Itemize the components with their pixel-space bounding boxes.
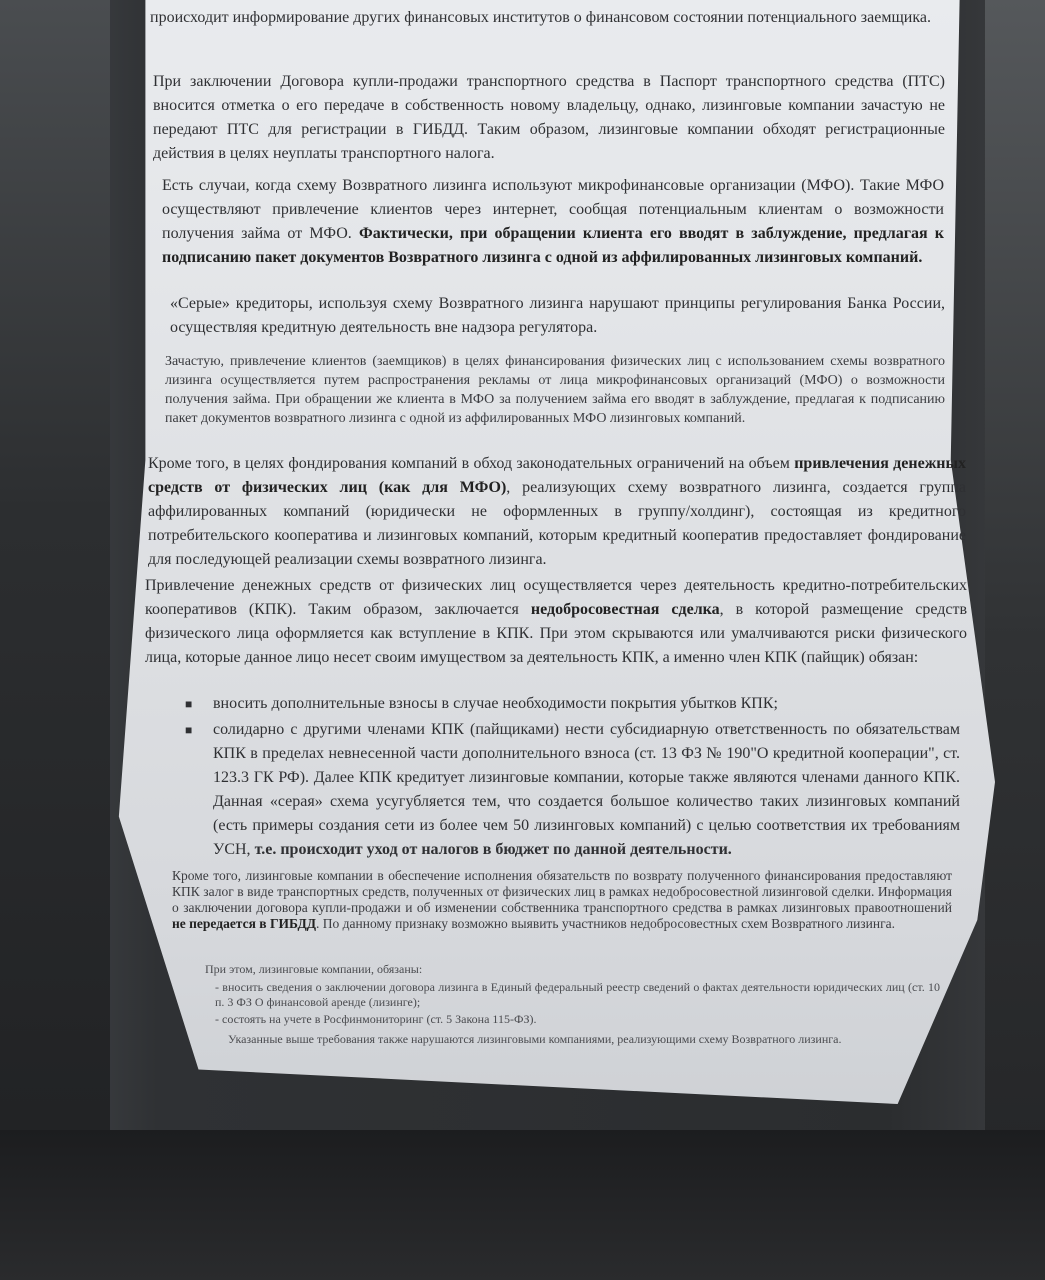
paragraph-funding: Кроме того, в целях фондирования компаний в обход законодательных ограничений на объем привлечения денежных средств от физических лиц (как для МФО), реализующих схему возвратного лизинга, создается группа аффилированных компаний (юридически не оформленных в группу/холдинг), состоящая из кредитного потребительского кооператива и лизинговых компаний, которым кредитный кооператив предоставляет фондирование для последующей реализации схемы возвратного лизинга. [148, 455, 967, 568]
list-item: ■ вносить дополнительные взносы в случае необходимости покрытия убытков КПК; [185, 692, 960, 716]
paragraph-kpk: Привлечение денежных средств от физических лиц осуществляется через деятельность кредитно-потребительских кооперативов (КПК). Таким образом, заключается недобросовестная сделка, в которой размещение средств физического лица оформляется как вступление в КПК. При этом скрываются или умалчиваются риски физического лица, которые данное лицо несет своим имуществом за деятельность КПК, а именно член КПК (пайщик) обязан: [145, 577, 968, 666]
paragraph-conclusion: Указанные выше требования также нарушаются лизинговыми компаниями, реализующими схему Возвратного лизинга. [228, 1032, 842, 1046]
bold-funding: привлечения денежных средств от физических лиц (как для МФО) [148, 455, 967, 496]
paragraph-rosfin: - состоять на учете в Росфинмониторинг (ст. 5 Закона 115-ФЗ). [215, 1012, 537, 1026]
paragraph-grey-creditors: «Серые» кредиторы, используя схему Возвратного лизинга нарушают принципы регулирования Банка России, осуществляя кредитную деятельность вне надзора регулятора. [170, 295, 945, 336]
paragraph-clients: Зачастую, привлечение клиентов (заемщиков) в целях финансирования физических лиц с использованием схемы возвратного лизинга осуществляется путем распространения рекламы от лица микрофинансовых организаций (МФО) о возможности получения займа. При обращении же клиента в МФО за получением займа его вводят в заблуждение, предлагая к подписанию пакет документов возвратного лизинга с одной из аффилированных МФО лизинговых компаний. [165, 354, 945, 426]
paragraph-obliged: При этом, лизинговые компании, обязаны: [205, 962, 423, 976]
bold-not-transferred: не передается в ГИБДД [172, 916, 317, 931]
bold-unfair-deal: недобросовестная сделка [530, 601, 720, 618]
paragraph-pts: При заключении Договора купли-продажи транспортного средства в Паспорт транспортного средства (ПТС) вносится отметка о его передаче в собственность новому владельцу, однако, лизинговые компании зачастую не передают ПТС для регистрации в ГИБДД. Таким образом, лизинговые компании обходят регистрационные действия в целях неуплаты транспортного налога. [153, 73, 945, 162]
list-item: ■ солидарно с другими членами КПК (пайщиками) нести субсидиарную ответственность по обязательствам КПК в пределах невнесенной части дополнительного взноса (ст. 13 ФЗ № 190"О кредитной кооперации", ст. 123.3 ГК РФ). Далее КПК кредитует лизинговые компании, которые также являются членами данного КПК. Данная «серая» схема усугубляется тем, что создается большое количество таких лизинговых компаний (есть примеры создания сети из более чем 50 лизинговых компаний) с целью соответствия их требованиям УСН, т.е. происходит уход от налогов в бюджет по данной деятельности. [185, 718, 960, 862]
bold-mfo-deception: Фактически, при обращении клиента его вводят в заблуждение, предлагая к подписанию пакет документов Возвратного лизинга с одной из аффилированных лизинговых компаний. [162, 225, 945, 266]
paragraph-mfo: Есть случаи, когда схему Возвратного лизинга используют микрофинансовые организации (МФО). Такие МФО осуществляют привлечение клиентов через интернет, сообщая потенциальным клиентам о возможности получения займа от МФО. Фактически, при обращении клиента его вводят в заблуждение, предлагая к подписанию пакет документов Возвратного лизинга с одной из аффилированных лизинговых компаний. [162, 177, 945, 266]
bullet-icon: ■ [185, 697, 193, 711]
paragraph-register: - вносить сведения о заключении договора лизинга в Единый федеральный реестр сведений о фактах деятельности юридических лиц (ст. 10 п. 3 ФЗ О финансовой аренде (лизинге); [215, 980, 940, 1009]
paragraph-collateral: Кроме того, лизинговые компании в обеспечение исполнения обязательств по возврату полученного финансирования предоставляют КПК залог в виде транспортных средств, полученных от физических лиц в рамках недобросовестной лизинговой сделки. Информация о заключении договора купли-продажи и об изменении собственника транспортного средства в рамках лизинговых правоотношений не передается в ГИБДД. По данному признаку возможно выявить участников недобросовестных схем Возвратного лизинга. [172, 868, 952, 931]
bullet-icon: ■ [185, 723, 193, 737]
bold-tax-evasion: т.е. происходит уход от налогов в бюджет по данной деятельности. [254, 841, 732, 858]
paragraph-intro: происходит информирование других финансовых институтов о финансовом состоянии потенциального заемщика. [150, 9, 931, 26]
obligations-list [185, 692, 960, 864]
